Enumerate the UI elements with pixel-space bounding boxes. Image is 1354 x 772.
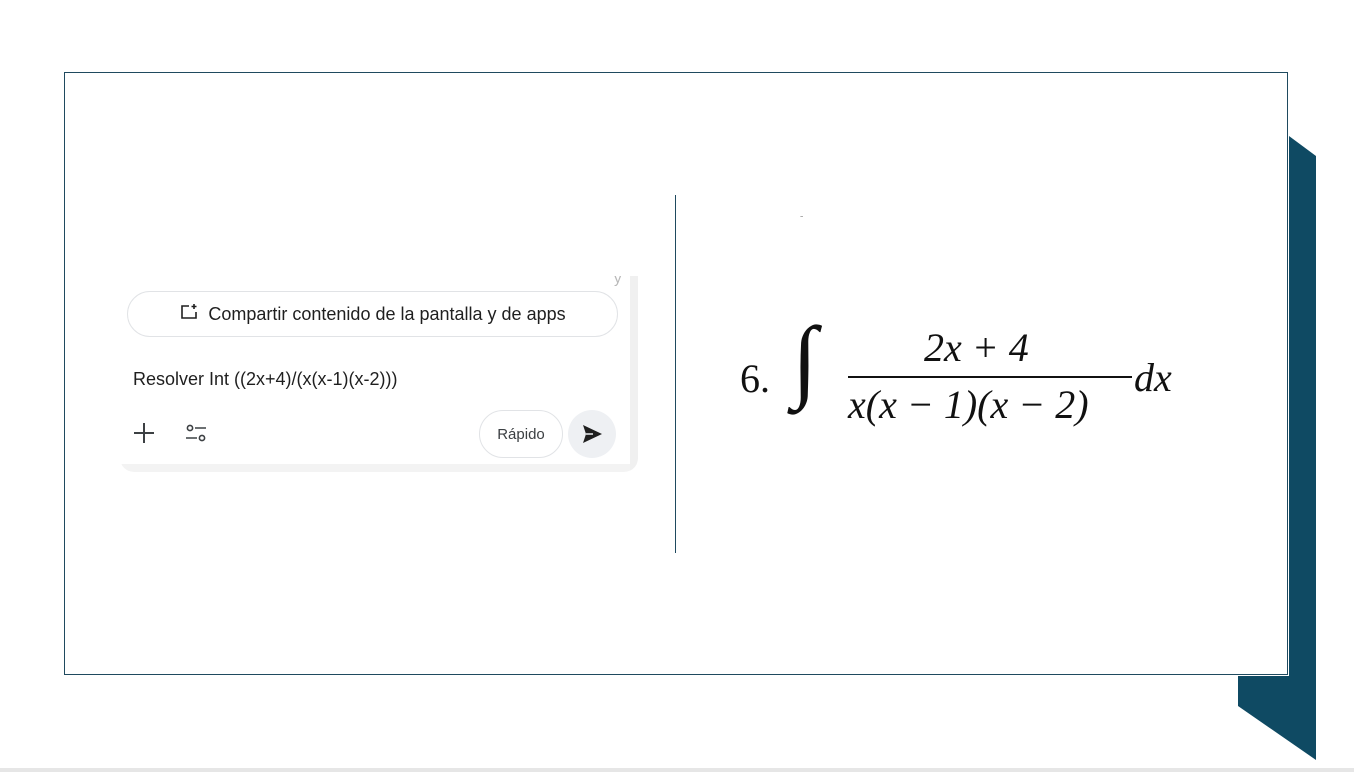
screen-share-icon — [179, 302, 199, 327]
share-screen-button[interactable] — [127, 291, 618, 337]
problem-number: 6. — [740, 356, 770, 401]
fraction-denominator: x(x − 1)(x − 2) — [848, 382, 1089, 427]
bottom-strip — [0, 768, 1354, 772]
add-button[interactable] — [131, 420, 157, 446]
fraction-numerator: 2x + 4 — [924, 325, 1029, 370]
tiny-mark: - — [800, 211, 804, 222]
integral-sign: ∫ — [792, 308, 818, 410]
fraction-bar — [848, 376, 1132, 378]
plus-icon — [132, 421, 156, 445]
chat-input-panel — [120, 276, 638, 472]
math-problem — [676, 211, 1236, 427]
differential: dx — [1134, 355, 1172, 400]
prompt-input[interactable]: Resolver Int ((2x+4)/(x(x-1)(x-2))) — [133, 369, 398, 389]
send-arrow-icon — [581, 423, 603, 445]
ghost-text-right: y — [614, 276, 622, 287]
tools-button[interactable] — [183, 420, 209, 446]
mode-label: Rápido — [497, 425, 545, 443]
send-button[interactable] — [568, 410, 616, 458]
mode-selector-button[interactable] — [479, 410, 563, 458]
tools-sliders-icon — [184, 421, 208, 445]
share-screen-label: Compartir contenido de la pantalla y de apps — [208, 303, 566, 324]
